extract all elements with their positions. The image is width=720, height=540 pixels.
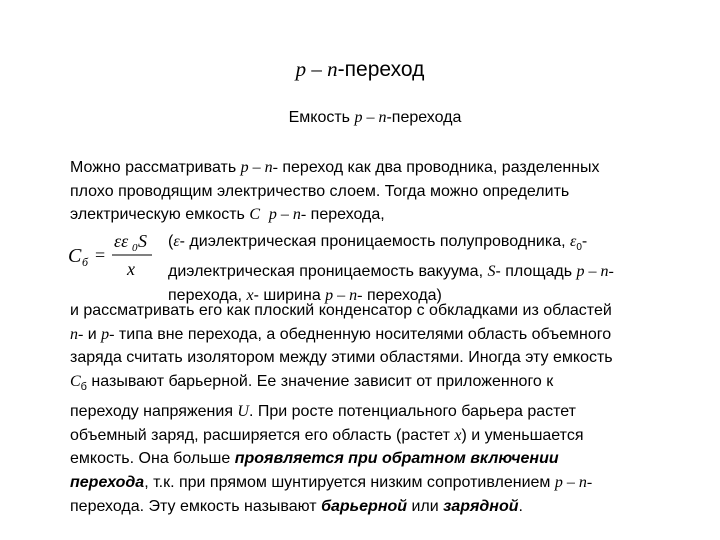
subtitle-suffix: -перехода [386,109,462,126]
epsilon-zero-subscript: 0 [576,242,582,254]
pn-symbol: p – n- [554,474,593,492]
text-line: заряда считать изолятором между этими областями. Иногда эту емкость [70,349,613,367]
text-fragment: или [407,497,444,515]
text-line [70,370,690,400]
text-line [168,230,708,260]
text-fragment: емкость. Она больше [70,450,235,468]
pn-symbol: p – n- [325,286,363,304]
capacitance-subscript: б [80,381,87,394]
text-fragment: объемный заряд, расширяется его область (растет [70,426,455,444]
text-fragment: - диэлектрическая проницаемость полупроводника, [179,233,570,250]
text-line [70,400,690,424]
text-line [70,156,690,180]
text-fragment: перехода) [362,286,442,304]
text-line: плохо проводящим электричество слоем. Тогда можно определить [70,182,570,200]
title-suffix: -переход [337,58,425,81]
formula-numerator-area: S [138,231,147,251]
text-fragment: называют барьерной. Ее значение зависит от приложенного к [86,373,554,391]
text-fragment: - площадь [495,262,577,280]
text-line: и рассматривать его как плоский конденсатор с обкладками из областей [70,302,612,319]
slide-title [0,56,720,83]
pn-symbol: p – n- [576,262,614,280]
text-line [70,203,690,227]
text-line [70,424,690,448]
epsilon-symbol: ε [173,233,180,250]
p-type-symbol: p- [101,325,115,343]
slide-subtitle [0,108,720,128]
formula-denominator: x [127,259,135,279]
text-fragment: электрическую емкость [70,206,250,224]
text-fragment: и [83,325,102,343]
formula-lhs-subscript: б [82,255,89,269]
text-fragment: . [518,497,523,515]
formula-numerator: εε [114,231,129,251]
capacitance-formula [66,228,166,282]
text-fragment: - ширина [253,286,326,304]
text-line [70,447,690,471]
text-line [70,495,690,519]
n-type-symbol: n- [70,325,84,343]
text-fragment: типа вне перехода, а обедненную носителями область объемного [114,325,612,343]
capacitance-symbol: C [70,373,81,391]
emphasis-text: зарядной [443,497,519,515]
pn-symbol: p – n [354,109,387,126]
text-line [70,471,690,495]
voltage-symbol: U [237,403,249,420]
paragraph-main [70,299,690,519]
pn-symbol: p – n- [240,159,278,176]
pn-symbol: p – n- [268,206,307,224]
text-fragment: - [581,233,588,250]
text-fragment: Можно рассматривать [70,159,241,176]
area-symbol: S [487,262,496,280]
text-line [168,260,708,284]
text-fragment: . При росте потенциального барьера растет [248,403,576,420]
emphasis-text: перехода [70,474,145,492]
formula-numerator-subscript: 0 [132,242,138,254]
formula-note [168,230,708,307]
text-fragment: перехода, [168,286,247,304]
text-fragment: , т.к. при прямом шунтируется низким сопротивлением [144,474,555,492]
pn-symbol: p – n [295,57,338,81]
formula-equals: = [95,245,106,265]
emphasis-text: барьерной [321,497,408,515]
emphasis-text: проявляется при обратном включении [234,450,559,468]
text-fragment: ( [168,233,174,250]
text-fragment: ) и уменьшается [461,426,584,444]
epsilon-zero-symbol: ε [570,233,577,250]
paragraph-intro [70,156,690,227]
width-symbol: x [246,286,254,304]
text-fragment: перехода. Эту емкость называют [70,497,322,515]
formula-lhs: C [68,245,82,267]
width-symbol: x [454,426,462,444]
text-line [70,323,690,347]
text-fragment: переход как два проводника, разделенных [277,159,600,176]
text-fragment: перехода, [306,206,385,224]
text-fragment: диэлектрическая проницаемость вакуума, [168,262,488,280]
subtitle-prefix: Емкость [288,109,355,126]
capacitance-symbol: C [249,206,261,224]
text-fragment: переходу напряжения [70,403,238,420]
